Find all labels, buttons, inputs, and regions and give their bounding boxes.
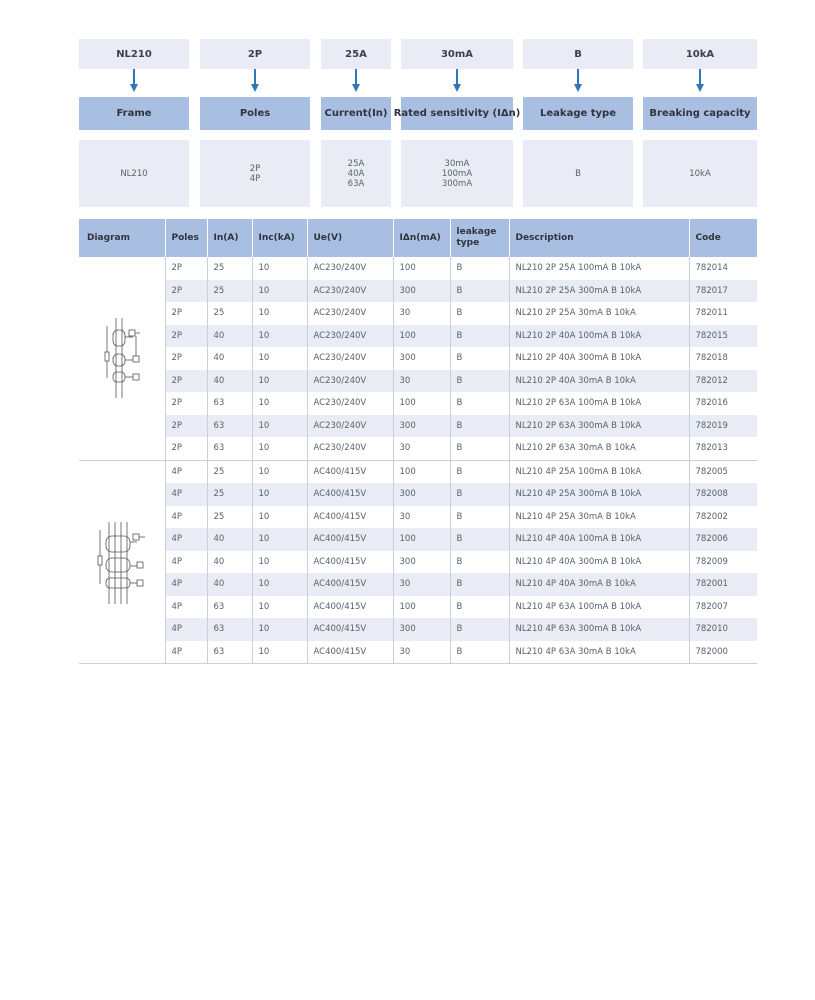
selector-header: Frame (79, 97, 189, 130)
table-row (79, 370, 757, 393)
selector-options (79, 140, 189, 207)
selector-example: 25A (321, 39, 391, 69)
cell-code: 782014 (689, 257, 757, 280)
cell-in: 63 (207, 596, 252, 619)
cell-poles: 4P (165, 528, 207, 551)
cell-leakage-type: B (450, 302, 509, 325)
selector-option: B (575, 168, 581, 179)
cell-leakage-type: B (450, 618, 509, 641)
cell-in: 63 (207, 437, 252, 460)
selector-option: 63A (347, 178, 365, 189)
header-description: Description (509, 219, 689, 257)
cell-poles: 4P (165, 596, 207, 619)
table-row (79, 460, 757, 483)
header-inc: Inc(kA) (252, 219, 307, 257)
selector-options (523, 140, 633, 207)
table-row (79, 392, 757, 415)
cell-poles: 4P (165, 506, 207, 529)
table-row (79, 483, 757, 506)
cell-description: NL210 4P 40A 30mA B 10kA (509, 573, 689, 596)
cell-ue: AC230/240V (307, 415, 393, 438)
selector-option: 40A (347, 168, 365, 179)
cell-ue: AC400/415V (307, 528, 393, 551)
cell-poles: 2P (165, 257, 207, 280)
table-row (79, 528, 757, 551)
cell-description: NL210 2P 40A 100mA B 10kA (509, 325, 689, 348)
cell-idn: 30 (393, 370, 450, 393)
cell-description: NL210 4P 63A 300mA B 10kA (509, 618, 689, 641)
cell-description: NL210 2P 40A 30mA B 10kA (509, 370, 689, 393)
selector-example: NL210 (79, 39, 189, 69)
selector-example: 30mA (401, 39, 513, 69)
cell-code: 782000 (689, 641, 757, 664)
cell-leakage-type: B (450, 257, 509, 280)
cell-inc: 10 (252, 641, 307, 664)
cell-inc: 10 (252, 302, 307, 325)
cell-code: 782007 (689, 596, 757, 619)
cell-in: 40 (207, 551, 252, 574)
cell-in: 63 (207, 415, 252, 438)
cell-inc: 10 (252, 257, 307, 280)
header-poles: Poles (165, 219, 207, 257)
cell-in: 25 (207, 460, 252, 483)
cell-in: 40 (207, 347, 252, 370)
cell-inc: 10 (252, 392, 307, 415)
cell-ue: AC230/240V (307, 347, 393, 370)
selector-option: 30mA (444, 158, 470, 169)
cell-ue: AC230/240V (307, 302, 393, 325)
selector-option: 2P (249, 163, 261, 174)
cell-description: NL210 2P 63A 300mA B 10kA (509, 415, 689, 438)
selector-options (321, 140, 391, 207)
table-row (79, 302, 757, 325)
cell-leakage-type: B (450, 437, 509, 460)
table-row (79, 415, 757, 438)
cell-code: 782001 (689, 573, 757, 596)
cell-ue: AC230/240V (307, 392, 393, 415)
table-row (79, 596, 757, 619)
selector-header: Breaking capacity (643, 97, 757, 130)
cell-inc: 10 (252, 325, 307, 348)
product-code-selector (79, 39, 757, 208)
table-row (79, 280, 757, 303)
cell-description: NL210 4P 40A 300mA B 10kA (509, 551, 689, 574)
cell-description: NL210 2P 25A 300mA B 10kA (509, 280, 689, 303)
cell-description: NL210 4P 63A 30mA B 10kA (509, 641, 689, 664)
cell-inc: 10 (252, 347, 307, 370)
cell-leakage-type: B (450, 641, 509, 664)
cell-in: 25 (207, 483, 252, 506)
table-row (79, 437, 757, 460)
cell-ue: AC400/415V (307, 551, 393, 574)
cell-idn: 100 (393, 528, 450, 551)
cell-ue: AC230/240V (307, 325, 393, 348)
selector-option: 100mA (441, 168, 473, 179)
cell-inc: 10 (252, 460, 307, 483)
cell-leakage-type: B (450, 370, 509, 393)
cell-in: 40 (207, 528, 252, 551)
cell-leakage-type: B (450, 551, 509, 574)
product-table (79, 219, 757, 664)
cell-code: 782005 (689, 460, 757, 483)
cell-in: 25 (207, 280, 252, 303)
cell-description: NL210 2P 63A 100mA B 10kA (509, 392, 689, 415)
cell-code: 782009 (689, 551, 757, 574)
cell-in: 40 (207, 325, 252, 348)
selector-header: Rated sensitivity (IΔn) (401, 97, 513, 130)
cell-code: 782017 (689, 280, 757, 303)
selector-header: Poles (200, 97, 310, 130)
cell-poles: 4P (165, 551, 207, 574)
cell-idn: 300 (393, 347, 450, 370)
table-body (79, 257, 757, 664)
cell-idn: 100 (393, 325, 450, 348)
cell-leakage-type: B (450, 596, 509, 619)
cell-poles: 2P (165, 325, 207, 348)
cell-leakage-type: B (450, 280, 509, 303)
cell-ue: AC400/415V (307, 618, 393, 641)
cell-description: NL210 4P 63A 100mA B 10kA (509, 596, 689, 619)
wiring-diagram-4p-icon (79, 460, 165, 664)
cell-leakage-type: B (450, 460, 509, 483)
selector-option: 25A (347, 158, 365, 169)
table-row (79, 325, 757, 348)
cell-inc: 10 (252, 573, 307, 596)
cell-inc: 10 (252, 415, 307, 438)
cell-in: 40 (207, 370, 252, 393)
cell-idn: 300 (393, 415, 450, 438)
cell-idn: 100 (393, 392, 450, 415)
table-row (79, 347, 757, 370)
cell-code: 782016 (689, 392, 757, 415)
selector-options (200, 140, 310, 207)
cell-description: NL210 2P 40A 300mA B 10kA (509, 347, 689, 370)
cell-inc: 10 (252, 596, 307, 619)
cell-poles: 2P (165, 302, 207, 325)
header-diagram: Diagram (79, 219, 165, 257)
cell-poles: 2P (165, 415, 207, 438)
header-idn: IΔn(mA) (393, 219, 450, 257)
cell-description: NL210 2P 25A 100mA B 10kA (509, 257, 689, 280)
cell-code: 782018 (689, 347, 757, 370)
table-header-row (79, 219, 757, 257)
selector-options (643, 140, 757, 207)
table-row (79, 618, 757, 641)
cell-code: 782008 (689, 483, 757, 506)
cell-inc: 10 (252, 370, 307, 393)
cell-in: 63 (207, 641, 252, 664)
cell-leakage-type: B (450, 483, 509, 506)
cell-poles: 2P (165, 437, 207, 460)
cell-description: NL210 4P 25A 100mA B 10kA (509, 460, 689, 483)
cell-code: 782002 (689, 506, 757, 529)
cell-leakage-type: B (450, 325, 509, 348)
cell-poles: 2P (165, 370, 207, 393)
cell-code: 782006 (689, 528, 757, 551)
cell-ue: AC400/415V (307, 596, 393, 619)
cell-poles: 2P (165, 347, 207, 370)
header-in: In(A) (207, 219, 252, 257)
selector-option: 10kA (689, 168, 711, 179)
cell-ue: AC400/415V (307, 506, 393, 529)
cell-idn: 300 (393, 280, 450, 303)
selector-example: 10kA (643, 39, 757, 69)
table-row (79, 641, 757, 664)
selector-header: Leakage type (523, 97, 633, 130)
cell-description: NL210 2P 25A 30mA B 10kA (509, 302, 689, 325)
wiring-diagram-2p-svg (100, 312, 144, 404)
cell-inc: 10 (252, 551, 307, 574)
table-row (79, 573, 757, 596)
cell-description: NL210 2P 63A 30mA B 10kA (509, 437, 689, 460)
selector-option: NL210 (120, 168, 148, 179)
cell-idn: 300 (393, 618, 450, 641)
cell-leakage-type: B (450, 528, 509, 551)
cell-leakage-type: B (450, 415, 509, 438)
cell-poles: 4P (165, 460, 207, 483)
cell-ue: AC230/240V (307, 257, 393, 280)
cell-code: 782012 (689, 370, 757, 393)
cell-idn: 300 (393, 551, 450, 574)
table-row (79, 551, 757, 574)
cell-code: 782015 (689, 325, 757, 348)
selector-option: 4P (249, 173, 261, 184)
cell-idn: 30 (393, 506, 450, 529)
cell-poles: 2P (165, 392, 207, 415)
cell-poles: 2P (165, 280, 207, 303)
cell-in: 25 (207, 302, 252, 325)
cell-leakage-type: B (450, 573, 509, 596)
cell-idn: 30 (393, 573, 450, 596)
cell-in: 63 (207, 618, 252, 641)
cell-ue: AC400/415V (307, 641, 393, 664)
header-leakage-type: leakage type (450, 219, 509, 257)
selector-example: B (523, 39, 633, 69)
wiring-diagram-4p-svg (95, 514, 149, 610)
cell-ue: AC400/415V (307, 573, 393, 596)
cell-poles: 4P (165, 641, 207, 664)
cell-ue: AC400/415V (307, 483, 393, 506)
cell-idn: 30 (393, 302, 450, 325)
cell-idn: 30 (393, 641, 450, 664)
selector-example: 2P (200, 39, 310, 69)
cell-code: 782010 (689, 618, 757, 641)
cell-idn: 100 (393, 596, 450, 619)
cell-inc: 10 (252, 506, 307, 529)
cell-idn: 300 (393, 483, 450, 506)
cell-code: 782019 (689, 415, 757, 438)
cell-code: 782013 (689, 437, 757, 460)
cell-idn: 100 (393, 257, 450, 280)
cell-description: NL210 4P 25A 30mA B 10kA (509, 506, 689, 529)
cell-inc: 10 (252, 437, 307, 460)
cell-code: 782011 (689, 302, 757, 325)
cell-in: 25 (207, 257, 252, 280)
cell-ue: AC230/240V (307, 370, 393, 393)
cell-leakage-type: B (450, 506, 509, 529)
cell-poles: 4P (165, 573, 207, 596)
cell-idn: 30 (393, 437, 450, 460)
selector-option: 300mA (441, 178, 473, 189)
header-ue: Ue(V) (307, 219, 393, 257)
cell-in: 40 (207, 573, 252, 596)
cell-inc: 10 (252, 280, 307, 303)
cell-ue: AC400/415V (307, 460, 393, 483)
table-row (79, 506, 757, 529)
cell-inc: 10 (252, 618, 307, 641)
cell-poles: 4P (165, 618, 207, 641)
cell-poles: 4P (165, 483, 207, 506)
cell-inc: 10 (252, 483, 307, 506)
selector-header: Current(In) (321, 97, 391, 130)
cell-description: NL210 4P 25A 300mA B 10kA (509, 483, 689, 506)
selector-options (401, 140, 513, 207)
cell-inc: 10 (252, 528, 307, 551)
cell-idn: 100 (393, 460, 450, 483)
cell-description: NL210 4P 40A 100mA B 10kA (509, 528, 689, 551)
cell-ue: AC230/240V (307, 280, 393, 303)
cell-leakage-type: B (450, 392, 509, 415)
cell-in: 25 (207, 506, 252, 529)
header-code: Code (689, 219, 757, 257)
wiring-diagram-2p-icon (79, 257, 165, 460)
cell-in: 63 (207, 392, 252, 415)
table-row (79, 257, 757, 280)
cell-leakage-type: B (450, 347, 509, 370)
cell-ue: AC230/240V (307, 437, 393, 460)
